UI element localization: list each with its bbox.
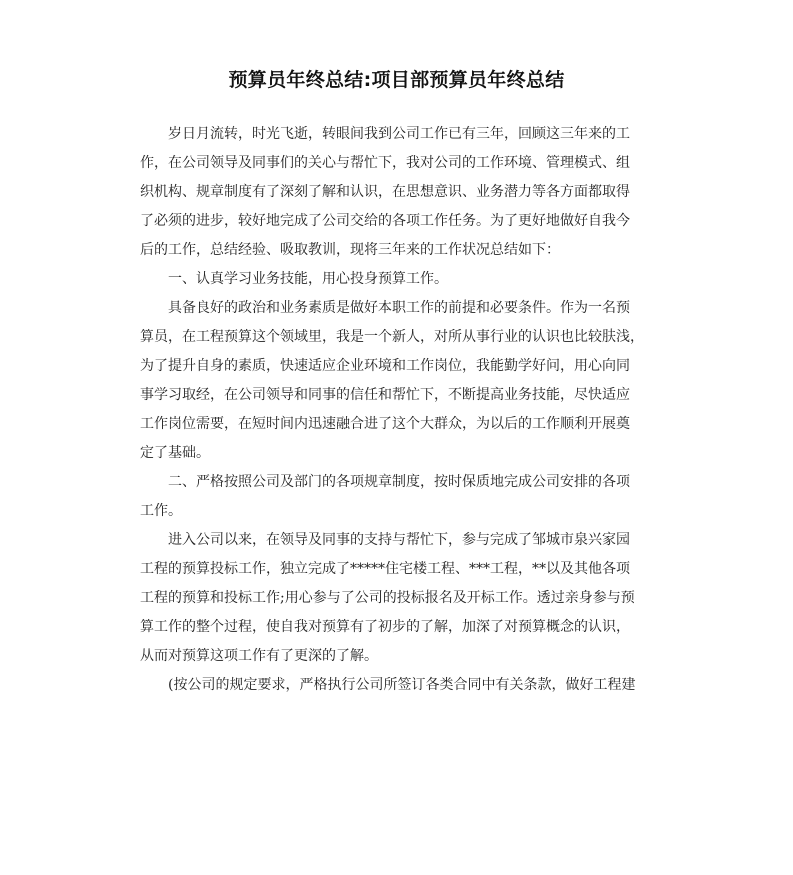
text-line: 岁日月流转，时光飞逝，转眼间我到公司工作已有三年，回顾这三年来的工 bbox=[168, 126, 630, 142]
text-line: 后的工作，总结经验、吸取教训，现将三年来的工作状况总结如下： bbox=[140, 242, 560, 258]
text-line: 织机构、规章制度有了深刻了解和认识，在思想意识、业务潜力等各方面都取得 bbox=[140, 184, 630, 200]
document-body bbox=[140, 120, 660, 700]
text-line: 为了提升自身的素质，快速适应企业环境和工作岗位，我能勤学好问，用心向同 bbox=[140, 358, 630, 374]
text-line: 定了基础。 bbox=[140, 445, 210, 461]
text-line: 工作岗位需要，在短时间内迅速融合进了这个大群众，为以后的工作顺利开展奠 bbox=[140, 416, 630, 432]
text-line: 具备良好的政治和业务素质是做好本职工作的前提和必要条件。作为一名预 bbox=[168, 300, 630, 316]
text-line: 进入公司以来，在领导及同事的支持与帮忙下，参与完成了邹城市泉兴家园 bbox=[168, 532, 630, 548]
text-line: 事学习取经，在公司领导和同事的信任和帮忙下，不断提高业务技能，尽快适应 bbox=[140, 387, 630, 403]
text-line: (按公司的规定要求，严格执行公司所签订各类合同中有关条款，做好工程建 bbox=[168, 677, 636, 693]
text-line: 一、认真学习业务技能，用心投身预算工作。 bbox=[168, 271, 448, 287]
text-line: 算工作的整个过程，使自我对预算有了初步的了解，加深了对预算概念的认识， bbox=[140, 619, 630, 635]
text-line: 算员，在工程预算这个领域里，我是一个新人，对所从事行业的认识也比较肤浅， bbox=[140, 329, 644, 345]
text-line: 工程的预算和投标工作;用心参与了公司的投标报名及开标工作。透过亲身参与预 bbox=[140, 590, 635, 606]
text-line: 工程的预算投标工作，独立完成了*****住宅楼工程、***工程，**以及其他各项 bbox=[140, 561, 630, 577]
text-line: 二、严格按照公司及部门的各项规章制度，按时保质地完成公司安排的各项 bbox=[168, 474, 630, 490]
document-title: 预算员年终总结:项目部预算员年终总结 bbox=[228, 69, 565, 91]
text-line: 工作。 bbox=[140, 503, 182, 519]
text-line: 从而对预算这项工作有了更深的了解。 bbox=[140, 648, 378, 664]
text-line: 作，在公司领导及同事们的关心与帮忙下，我对公司的工作环境、管理模式、组 bbox=[140, 155, 630, 171]
text-line: 了必须的进步，较好地完成了公司交给的各项工作任务。为了更好地做好自我今 bbox=[140, 213, 630, 229]
